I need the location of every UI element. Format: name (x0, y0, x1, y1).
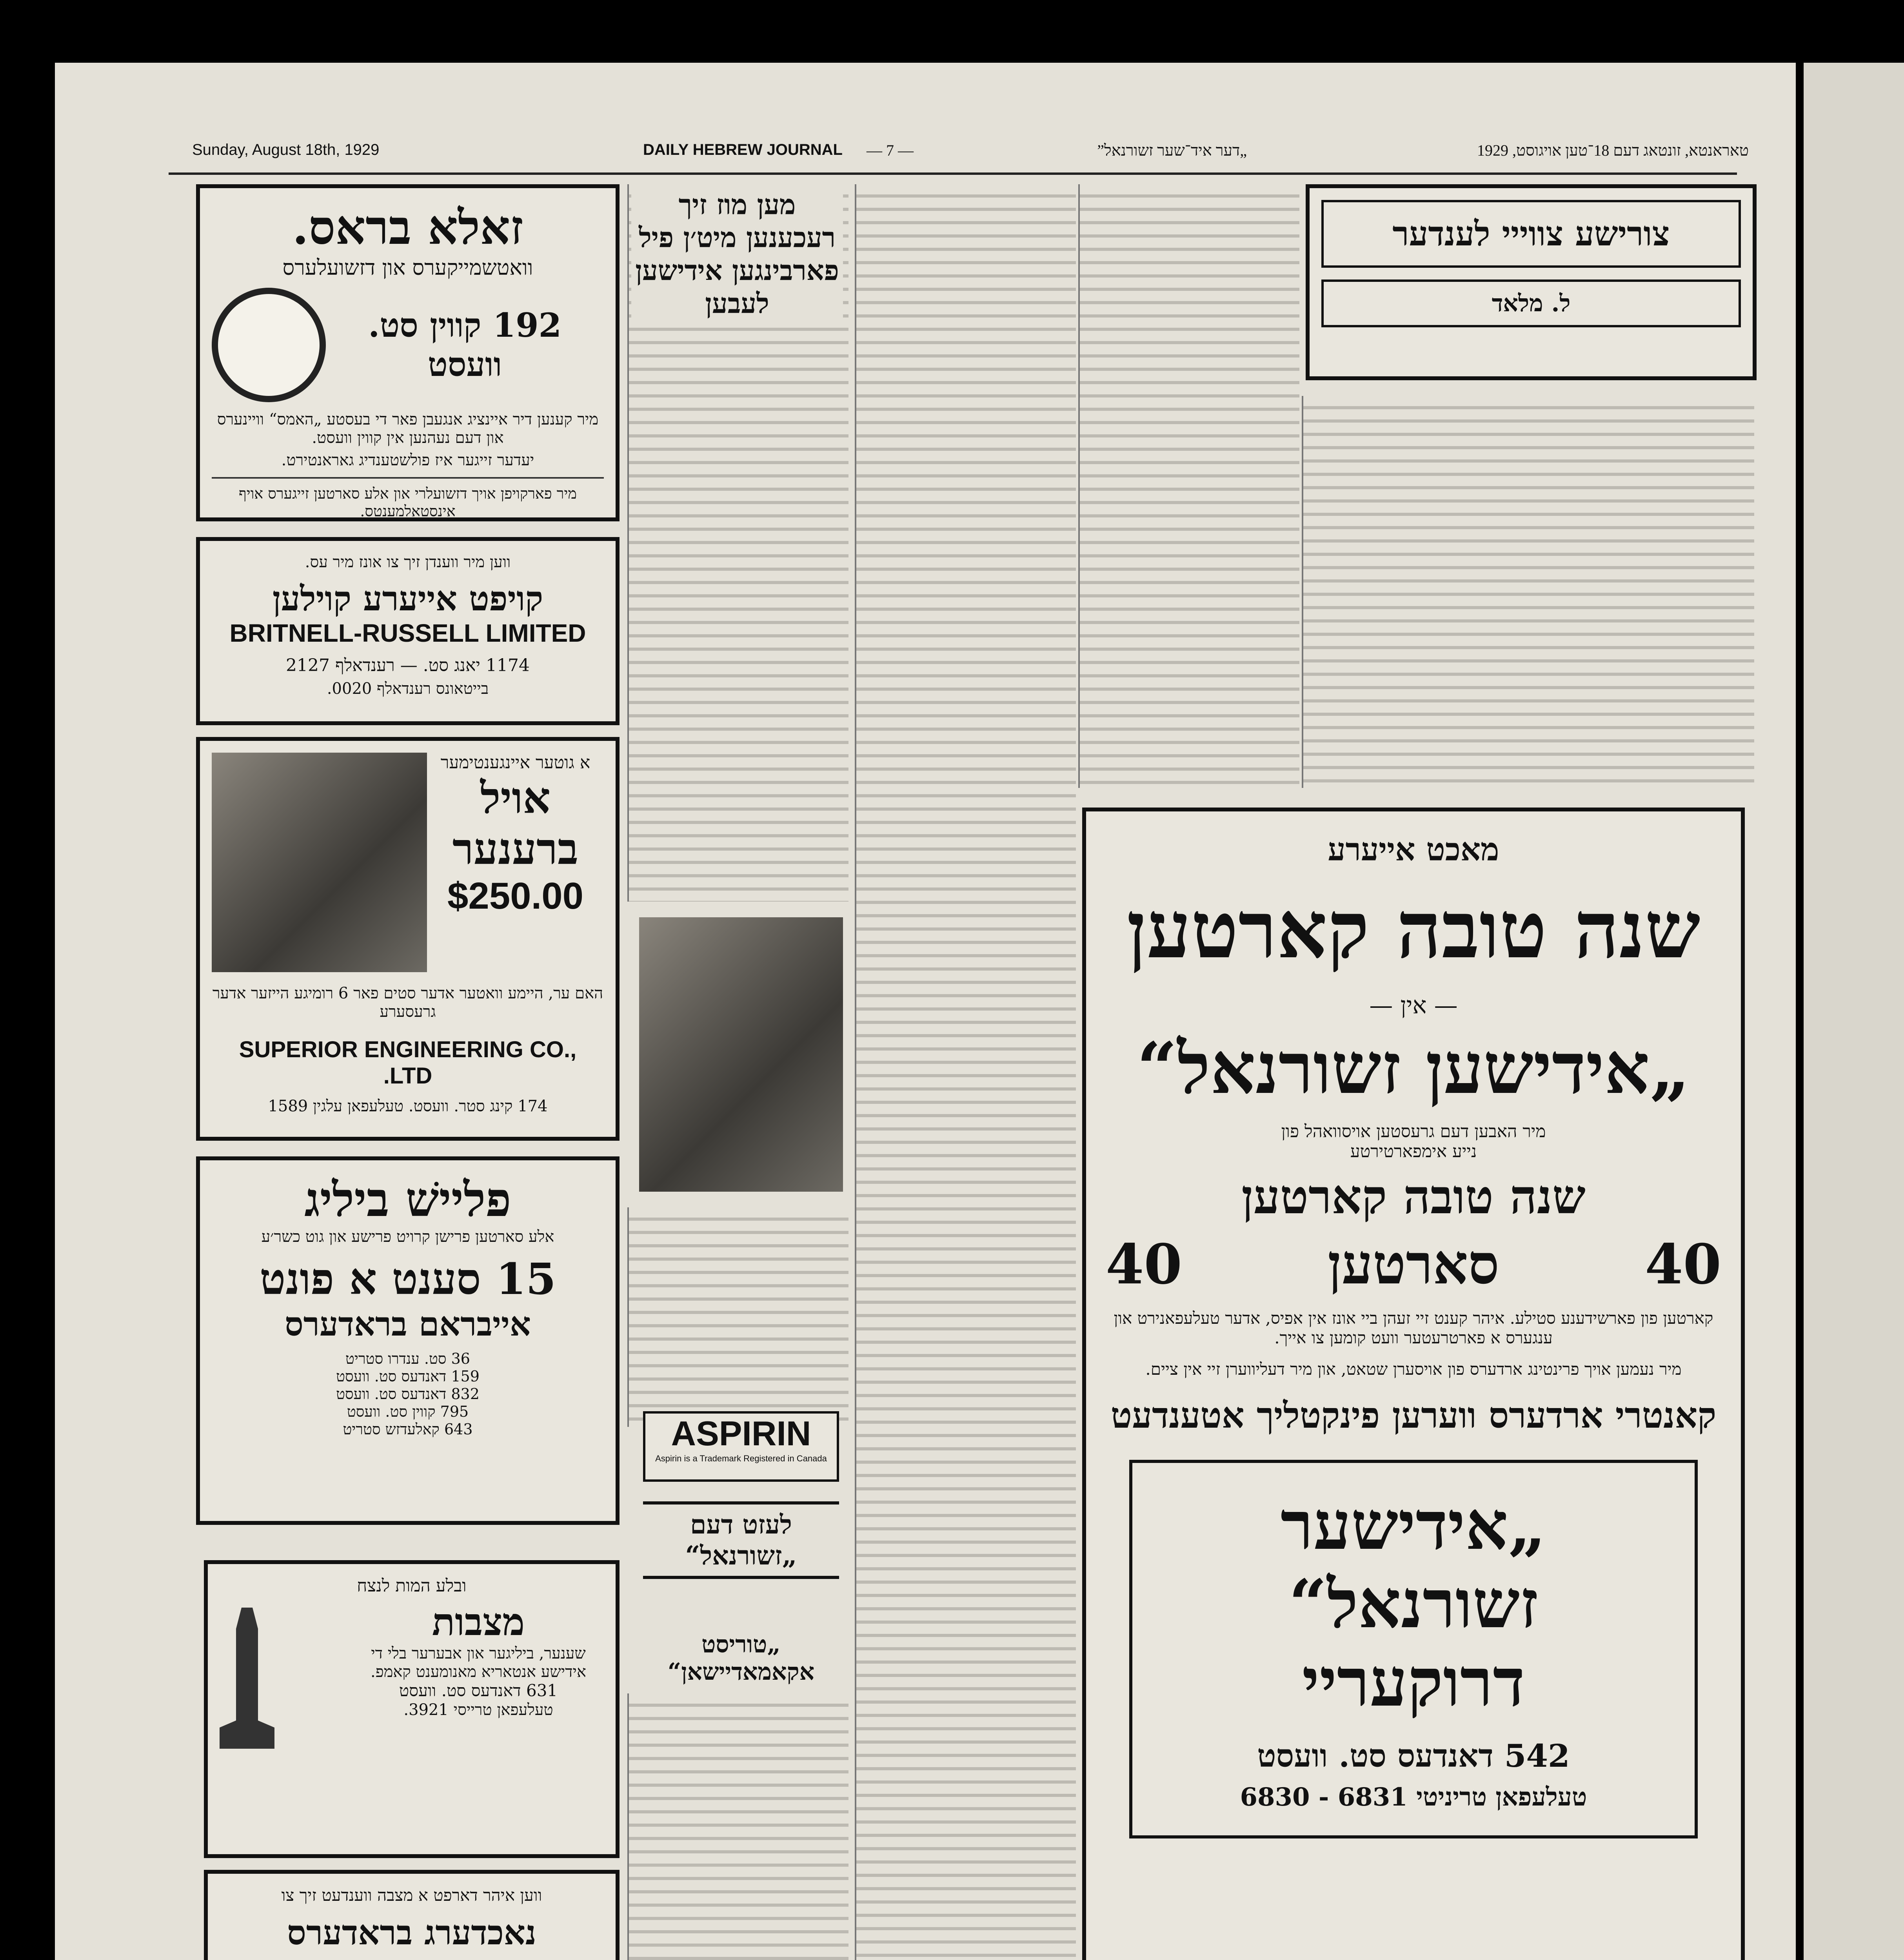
article-column-1b (627, 1207, 848, 1427)
ad-coal (196, 537, 620, 725)
adjacent-page-edge (1804, 63, 1904, 1960)
ad-phone: בייטאונס רענדאלף 0020. (327, 680, 489, 698)
ad-price: $250.00 (447, 875, 584, 917)
cards-count-right: 40 (1645, 1232, 1721, 1297)
ad-monuments-2 (204, 1870, 620, 1960)
ad-address-4: 795 קווין סט. וועסט (347, 1403, 469, 1420)
article-column-4 (1302, 396, 1754, 788)
ad-top: ווען איהר דארפט א מצבה ווענדעט זיך צו (281, 1886, 542, 1905)
press-phone: טעלעפאן טריניטי 6831 - 6830 (1240, 1782, 1587, 1812)
ad-oil-burner (196, 737, 620, 1141)
press-line-3: דרוקעריי (1302, 1643, 1525, 1722)
aspirin-note: Aspirin is a Trademark Registered in Canada (655, 1454, 827, 1463)
masthead-rule (169, 172, 1737, 175)
ad-address: 1174 יאנג סט. — רענדאלף 2127 (285, 655, 530, 675)
ad-top: ובלע המות לנצח (357, 1576, 467, 1596)
book-title: צורישע צווייי לענדער (1321, 200, 1741, 268)
press-address: 542 דאנדעס סט. וועסט (1257, 1737, 1570, 1774)
read-journal-banner: לעזט דעם „זשורנאל“ (643, 1501, 839, 1579)
ad-title: קויפט אייערע קוילען (272, 579, 543, 619)
cards-top: מאכט אייערע (1328, 831, 1499, 868)
oil-burner-image (212, 753, 427, 972)
ad-trade: וואטשמייקערס און דזשועלערס (282, 255, 533, 280)
ad-shana-tova-cards (1082, 808, 1745, 1960)
masthead-page: — 7 — (867, 142, 914, 159)
ad-company: BRITNELL-RUSSELL LIMITED (229, 619, 586, 647)
ad-zala-bros (196, 184, 620, 521)
press-line-2: זשורנאל“ (1288, 1565, 1539, 1643)
masthead-title-yi: „דער איד־שער זשורנאל” (1097, 142, 1247, 159)
ad-monuments (204, 1560, 620, 1858)
article-column-1c (627, 1693, 848, 1960)
cards-line-3: שנה טובה קארטען (1241, 1169, 1586, 1225)
ad-price: 15 סענט א פונט (260, 1254, 556, 1304)
ad-aspirin (643, 1411, 839, 1482)
press-box (1129, 1460, 1698, 1838)
ad-guarantee: יעדער זייגער איז פולשטענדיג גאראנטירט. (281, 451, 534, 469)
ad-address: 174 קינג סטר. וועסט. טעלעפאן עלגין 1589 (268, 1097, 548, 1115)
pocket-watch-icon (212, 288, 326, 402)
ad-brand: אייבראם בראדערס (285, 1305, 531, 1343)
masthead-date-yi: טאראנטא, זונטאג דעם 18־טען אויגוסט, 1929 (1477, 142, 1749, 159)
ad-address: 631 דאנדעס סט. וועסט (399, 1681, 558, 1700)
cards-label: סארטען (1328, 1232, 1499, 1297)
cards-line-5: מיר נעמען אויך פרינטינג ארדערס פון אויסערן שטאט, און מיר דעליווערן זיי אין ציים. (1145, 1359, 1682, 1379)
ad-body: מיר קענען דיר איינציג אנגעבן פאר די בעסטע „האמס“ וויינערס און דעם נעהנען אין קווין וועסט. (217, 410, 599, 447)
ad-body: שענער, ביליגער און אבערער בלי די אידישע אנטאריא מאנומענט קאמפ. (371, 1644, 586, 1681)
ad-address-3: 832 דאנדעס סט. וועסט (336, 1385, 480, 1403)
ad-footer: מיר פארקויפן אויך דזשועלרי און אלע סארטען זייגערס אויף אינסטאלמענטס. (212, 477, 604, 520)
ad-top: א גוטער איינגענטימער (440, 753, 590, 773)
press-line-1: „אידישער (1281, 1486, 1546, 1565)
ad-company: SUPERIOR ENGINEERING CO., LTD. (239, 1037, 577, 1089)
cards-mid: — אין — (1369, 992, 1458, 1019)
cards-line-6: קאנטרי ארדערס ווערען פינקטליך אטענדעט (1110, 1395, 1717, 1436)
ad-address: 192 קווין סט. וועסט (368, 306, 562, 384)
cards-line-1: מיר האבען דעם גרעסטען אויסוואהל פון (1281, 1122, 1546, 1142)
ad-title: מצבות (432, 1600, 525, 1644)
ad-address-2: 159 דאנדעס סט. וועסט (336, 1368, 480, 1385)
ad-body: האם ער, היימע וואטער אדער סטים פאר 6 רומיגע הייזער אדער גרעסערע (212, 984, 603, 1021)
ad-title: אויל ברענער (452, 773, 579, 874)
cards-title: שנה טובה קארטען (1126, 884, 1701, 976)
aspirin-brand: ASPIRIN (671, 1414, 811, 1453)
cards-line-4: קארטען פון פארשידענע סטילע. איהר קענט זיי זעהן ביי אונז אין אפיס, אדער טעלעפאנירט און ענגערס א פארטרעטער וועט קומען צו אייך. (1114, 1308, 1713, 1347)
masthead-date-en: Sunday, August 18th, 1929 (192, 141, 380, 158)
ad-book (1306, 184, 1757, 380)
book-author: ל. מלאד (1321, 279, 1741, 327)
ad-top: ווען מיר ווענדן זיך צו אונז מיר עס. (305, 553, 511, 571)
ad-title: נאכדערג בראדערס (287, 1913, 536, 1953)
ad-title: זאלא בראס. (292, 200, 523, 255)
woman-photo (639, 917, 843, 1192)
monument-icon (220, 1608, 274, 1749)
article-column-3 (1078, 184, 1299, 788)
tourist-headline: „טוריסט אקאמאדיישאן“ (643, 1631, 839, 1686)
article-headline: מען מוז זיך רעכענען מיט׳ן פיל פארבינגען אידישען לעבען (631, 184, 843, 324)
masthead-journal: DAILY HEBREW JOURNAL (643, 141, 843, 158)
ad-title: פליישׁ ביליג (304, 1172, 511, 1227)
cards-count-left: 40 (1106, 1232, 1182, 1297)
ad-sub: אלע סארטען פרישן קרויט פרישע און גוט כשר׳ע (261, 1228, 554, 1246)
cards-journal: „אידישען זשורנאל“ (1137, 1027, 1690, 1110)
ad-address-5: 643 קאלעדזש סטריט (343, 1421, 473, 1438)
ad-meat (196, 1156, 620, 1525)
cards-line-2: נייע אימפארטירטע (1350, 1142, 1477, 1161)
ad-phone: טעלעפאן טרייסי 3921. (403, 1701, 553, 1719)
ad-address-1: 36 סט. ענדרו סטריט (345, 1350, 470, 1367)
article-column-2 (855, 184, 1076, 1960)
